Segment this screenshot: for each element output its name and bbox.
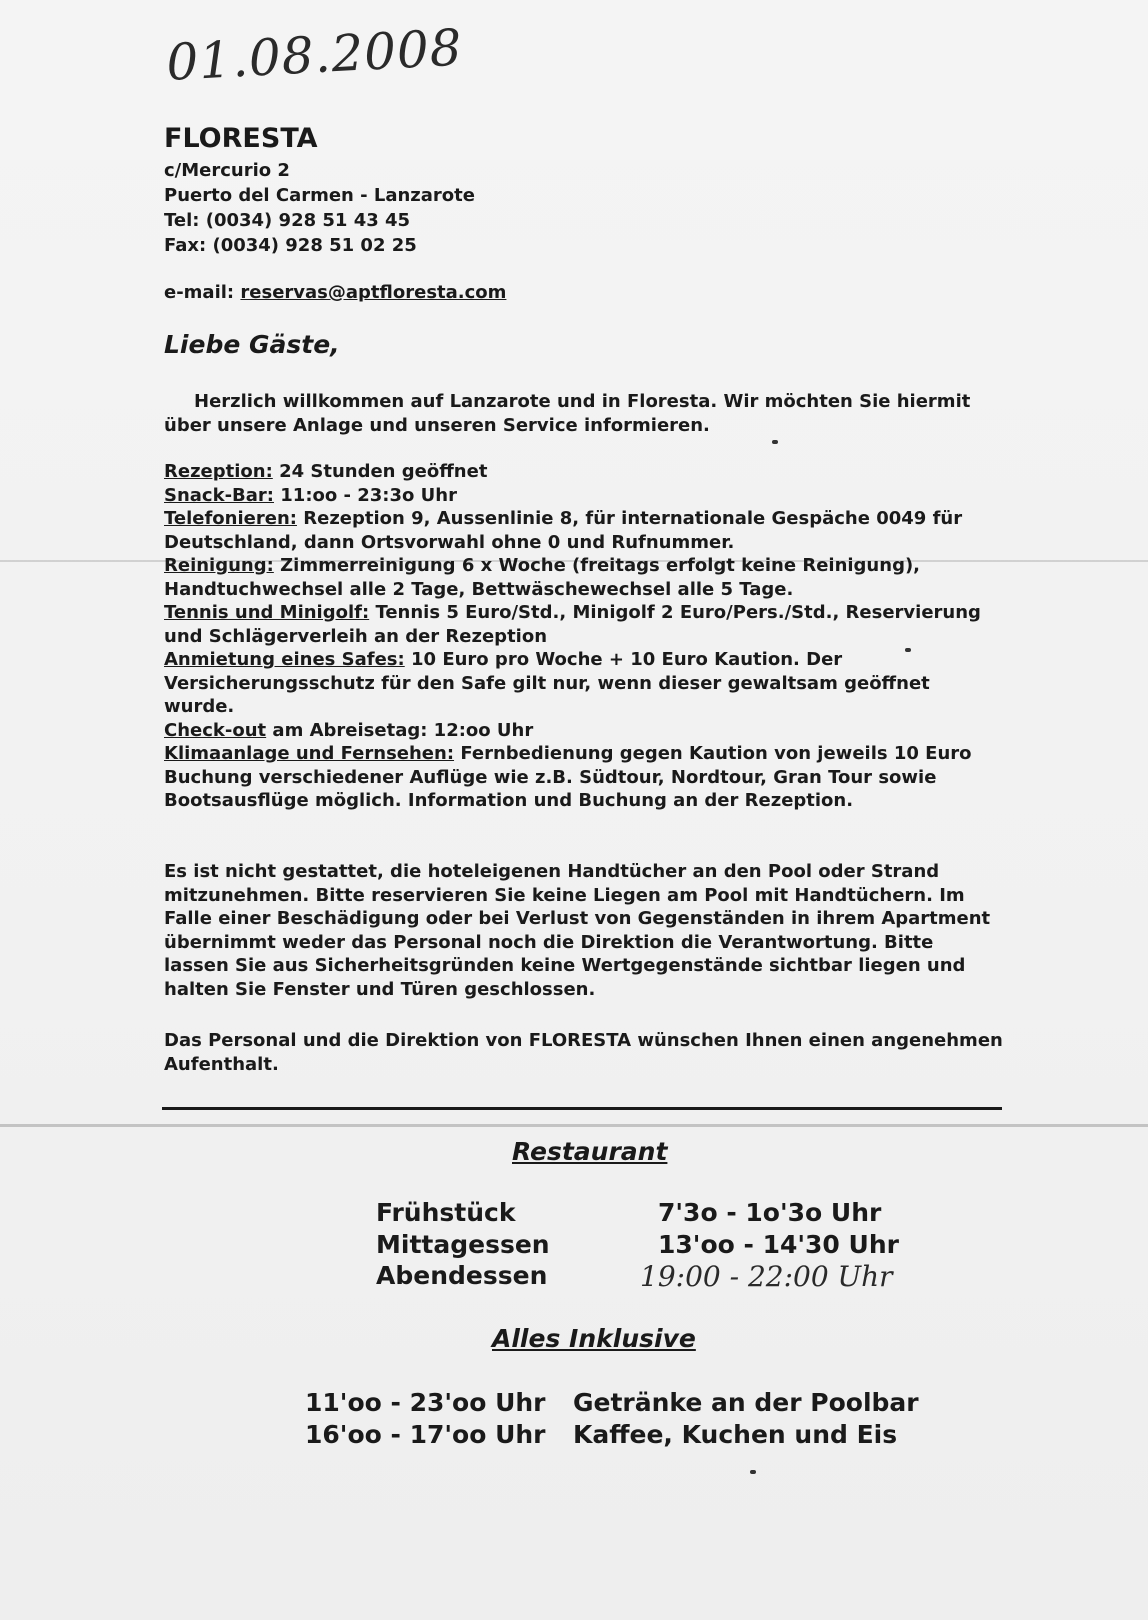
restaurant-title: Restaurant bbox=[512, 1137, 668, 1166]
meal-name: Abendessen bbox=[376, 1261, 548, 1290]
service-klimaanlage bbox=[164, 742, 1004, 766]
service-text: 11:oo - 23:3o Uhr bbox=[280, 484, 457, 506]
service-text: 24 Stunden geöffnet bbox=[279, 461, 488, 482]
hotel-header bbox=[164, 122, 475, 258]
email-line bbox=[164, 282, 506, 303]
address-street: c/Mercurio 2 bbox=[164, 160, 290, 181]
greeting: Liebe Gäste, bbox=[164, 330, 340, 359]
excursions-line: Buchung verschiedener Auflüge wie z.B. Südtour, Nordtour, Gran Tour sowie bbox=[164, 766, 937, 788]
service-label: Telefonieren: bbox=[164, 508, 297, 529]
email-link[interactable]: reservas@aptfloresta.com bbox=[240, 282, 507, 303]
service-reinigung bbox=[164, 554, 1004, 578]
fax-number: Fax: (0034) 928 51 02 25 bbox=[164, 235, 417, 256]
inclusive-time: 16'oo - 17'oo Uhr bbox=[305, 1420, 546, 1449]
service-snack-bar bbox=[164, 484, 1004, 508]
inclusive-time: 11'oo - 23'oo Uhr bbox=[305, 1388, 546, 1417]
ink-speck bbox=[905, 648, 911, 652]
service-label: Klimaanlage und Fernsehen: bbox=[164, 743, 455, 764]
alles-inklusive-title: Alles Inklusive bbox=[492, 1324, 696, 1353]
service-text: Tennis 5 Euro/Std., Minigolf 2 Euro/Pers./Std., Reservierung bbox=[375, 602, 981, 623]
divider bbox=[162, 1107, 1002, 1110]
paper-fold bbox=[0, 1124, 1148, 1127]
address-city: Puerto del Carmen - Lanzarote bbox=[164, 185, 475, 206]
closing-paragraph: Das Personal und die Direktion von FLORESTA wünschen Ihnen einen angenehmen Aufenthalt. bbox=[164, 1030, 1003, 1075]
service-safe bbox=[164, 648, 1004, 672]
meal-time: 13'oo - 14'30 Uhr bbox=[658, 1230, 899, 1259]
service-label: Reinigung: bbox=[164, 555, 274, 576]
notice-paragraph: Es ist nicht gestattet, die hoteleigenen Handtücher an den Pool oder Strand mitzunehmen. Bitte reservieren Sie keine Liegen am Pool mit Handtüchern. Im Falle einer Beschädigung oder bei Verlust von Gegenständen in ihrem Apartment übernimmt weder das Personal noch die Direktion die Verantwortung. Bitte lassen Sie aus Sicherheitsgründen keine Wertgegenstände sichtbar liegen und halten Sie Fenster und Türen geschlossen. bbox=[164, 861, 991, 1000]
email-label: e-mail: bbox=[164, 282, 235, 303]
service-label: Snack-Bar: bbox=[164, 484, 274, 506]
service-text: Zimmerreinigung 6 x Woche (freitags erfolgt keine Reinigung), bbox=[280, 555, 921, 576]
intro-paragraph: Herzlich willkommen auf Lanzarote und in Floresta. Wir möchten Sie hiermit über unsere Anlage und unseren Service informieren. bbox=[164, 391, 971, 436]
service-rezeption bbox=[164, 460, 1004, 484]
service-label: Tennis und Minigolf: bbox=[164, 602, 370, 623]
service-text: am Abreisetag: 12:oo Uhr bbox=[272, 719, 534, 741]
service-text-line: Deutschland, dann Ortsvorwahl ohne 0 und Rufnummer. bbox=[164, 531, 735, 553]
meal-time: 7'3o - 1o'3o Uhr bbox=[658, 1198, 882, 1227]
meal-name: Mittagessen bbox=[376, 1230, 550, 1259]
service-check-out bbox=[164, 719, 1004, 743]
service-label: Rezeption: bbox=[164, 461, 273, 482]
services-list bbox=[164, 460, 1004, 813]
ink-speck bbox=[750, 1470, 756, 1474]
service-label: Check-out bbox=[164, 719, 267, 741]
inclusive-description: Getränke an der Poolbar bbox=[573, 1388, 919, 1417]
service-text-line: Versicherungsschutz für den Safe gilt nur, wenn dieser gewaltsam geöffnet bbox=[164, 672, 930, 694]
phone-number: Tel: (0034) 928 51 43 45 bbox=[164, 210, 411, 231]
service-tennis-minigolf bbox=[164, 601, 1004, 625]
handwritten-date: 01.08.2008 bbox=[165, 18, 464, 92]
inclusive-description: Kaffee, Kuchen und Eis bbox=[573, 1420, 898, 1449]
meal-name: Frühstück bbox=[376, 1198, 516, 1227]
ink-speck bbox=[772, 440, 778, 444]
service-text-line: Handtuchwechsel alle 2 Tage, Bettwäschewechsel alle 5 Tage. bbox=[164, 578, 794, 600]
service-text-line: und Schlägerverleih an der Rezeption bbox=[164, 625, 548, 647]
service-text: 10 Euro pro Woche + 10 Euro Kaution. Der bbox=[411, 649, 843, 670]
service-text-line: wurde. bbox=[164, 696, 235, 717]
service-text: Rezeption 9, Aussenlinie 8, für internationale Gespäche 0049 für bbox=[303, 508, 963, 529]
excursions-line: Bootsausflüge möglich. Information und Buchung an der Rezeption. bbox=[164, 790, 854, 811]
service-text: Fernbedienung gegen Kaution von jeweils 10 Euro bbox=[460, 743, 972, 764]
hotel-name: FLORESTA bbox=[164, 123, 318, 154]
meal-time-handwritten: 19:00 - 22:00 Uhr bbox=[640, 1260, 893, 1293]
service-telefonieren bbox=[164, 507, 1004, 531]
service-label: Anmietung eines Safes: bbox=[164, 649, 405, 670]
